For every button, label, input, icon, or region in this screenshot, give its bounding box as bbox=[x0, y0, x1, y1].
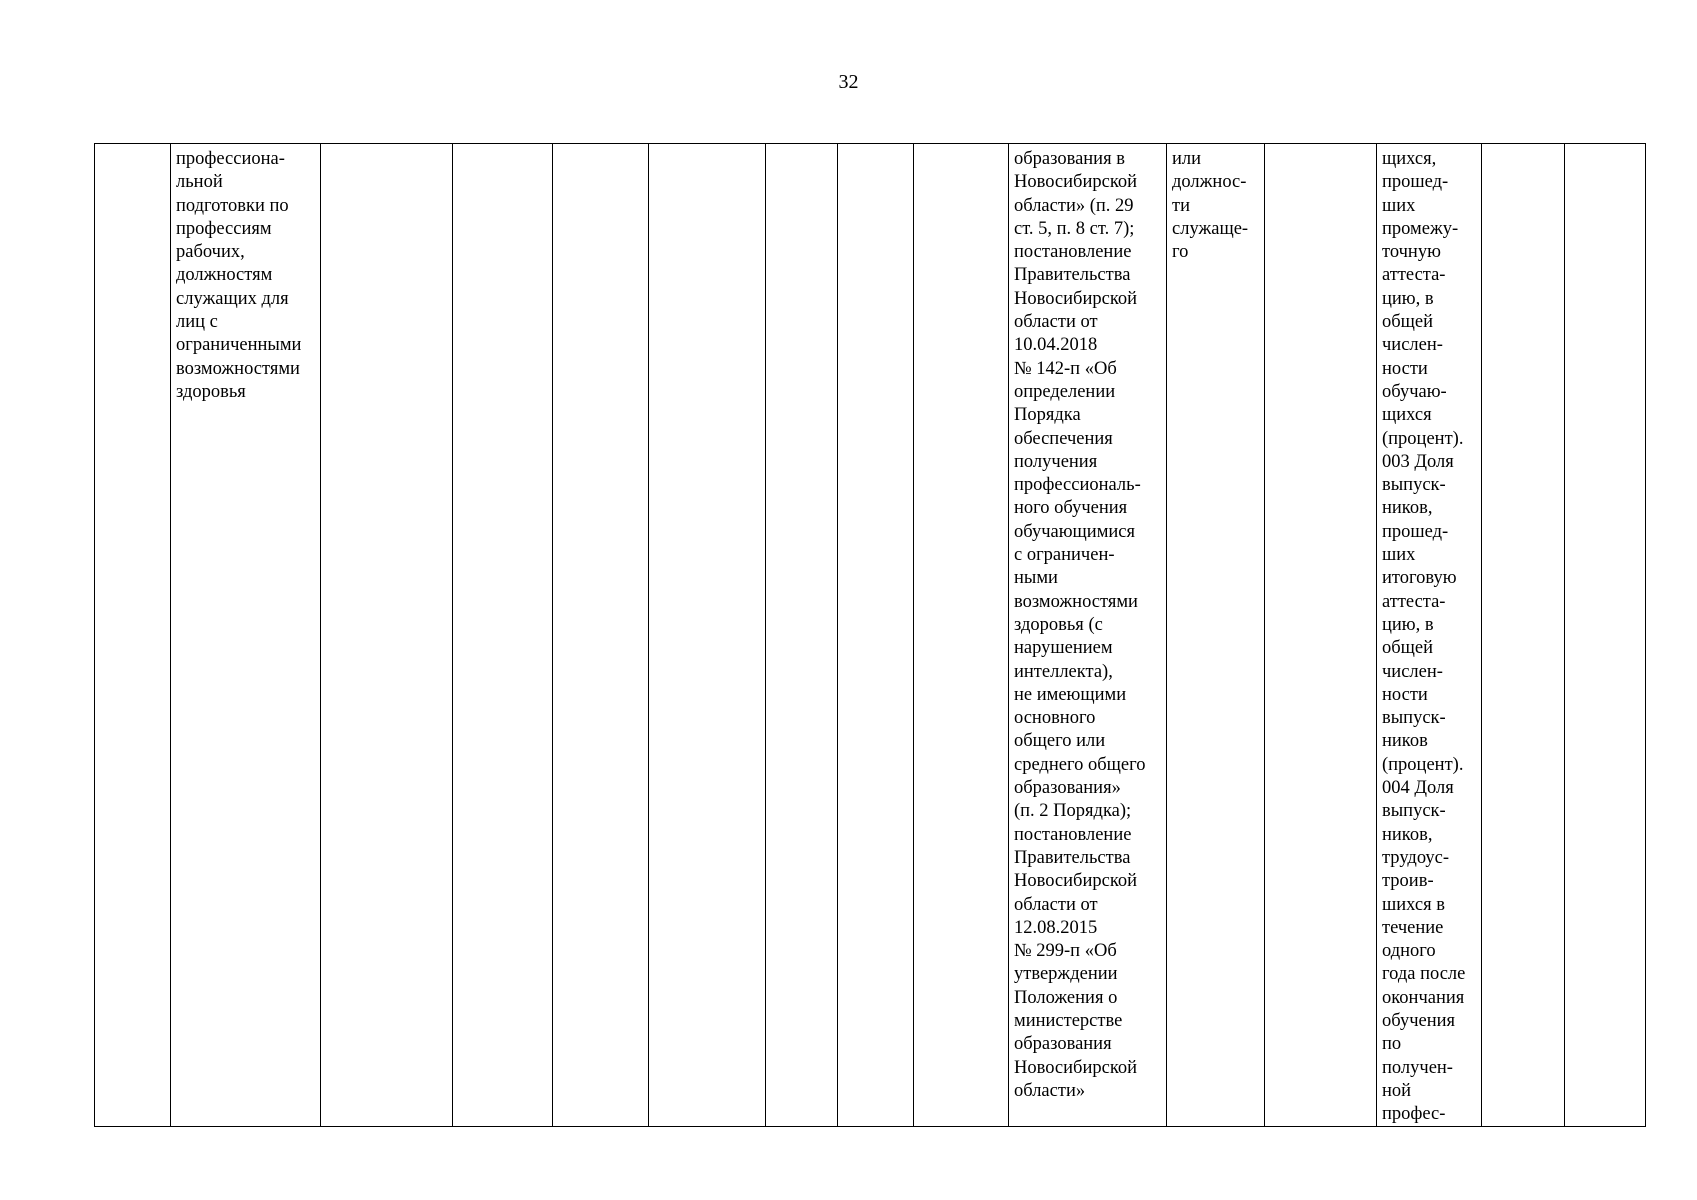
table-cell-col-9 bbox=[914, 144, 1009, 1127]
table-cell-col-8 bbox=[838, 144, 914, 1127]
table-cell-col-2: профессиона- льной подготовки по профессиям рабочих, должностям служащих для лиц с ограниченными возможностями здоровья bbox=[171, 144, 321, 1127]
table-cell-col-11: или должнос- ти служаще- го bbox=[1167, 144, 1265, 1127]
table-cell-col-14 bbox=[1482, 144, 1565, 1127]
table-cell-col-5 bbox=[553, 144, 649, 1127]
table-cell-col-12 bbox=[1265, 144, 1377, 1127]
table-cell-col-6 bbox=[649, 144, 766, 1127]
table-cell-col-7 bbox=[766, 144, 838, 1127]
page-number: 32 bbox=[838, 71, 859, 93]
table-cell-col-4 bbox=[453, 144, 553, 1127]
table-cell-col-13: щихся, прошед- ших промежу- точную аттеста- цию, в общей числен- ности обучаю- щихся (процент). 003 Доля выпуск- ников, прошед- ших итоговую аттеста- цию, в общей числен- ности выпуск- ников (процент). 004 Доля выпуск- ников, трудоус- троив- шихся в течение одного года после окончания обучения по получен- ной профес- bbox=[1377, 144, 1482, 1127]
document-table bbox=[94, 143, 1646, 1127]
table-cell-col-1 bbox=[95, 144, 171, 1127]
table-cell-col-15 bbox=[1565, 144, 1646, 1127]
table-cell-col-10: образования в Новосибирской области» (п. 29 ст. 5, п. 8 ст. 7); постановление Правительства Новосибирской области от 10.04.2018 № 142-п «Об определении Порядка обеспечения получения профессиональ- ного обучения обучающимися с ограничен- ными возможностями здоровья (с нарушением интеллекта), не имеющими основного общего или среднего общего образования» (п. 2 Порядка); постановление Правительства Новосибирской области от 12.08.2015 № 299-п «Об утверждении Положения о министерстве образования Новосибирской области» bbox=[1009, 144, 1167, 1127]
table-row bbox=[95, 144, 1646, 1127]
table-cell-col-3 bbox=[321, 144, 453, 1127]
